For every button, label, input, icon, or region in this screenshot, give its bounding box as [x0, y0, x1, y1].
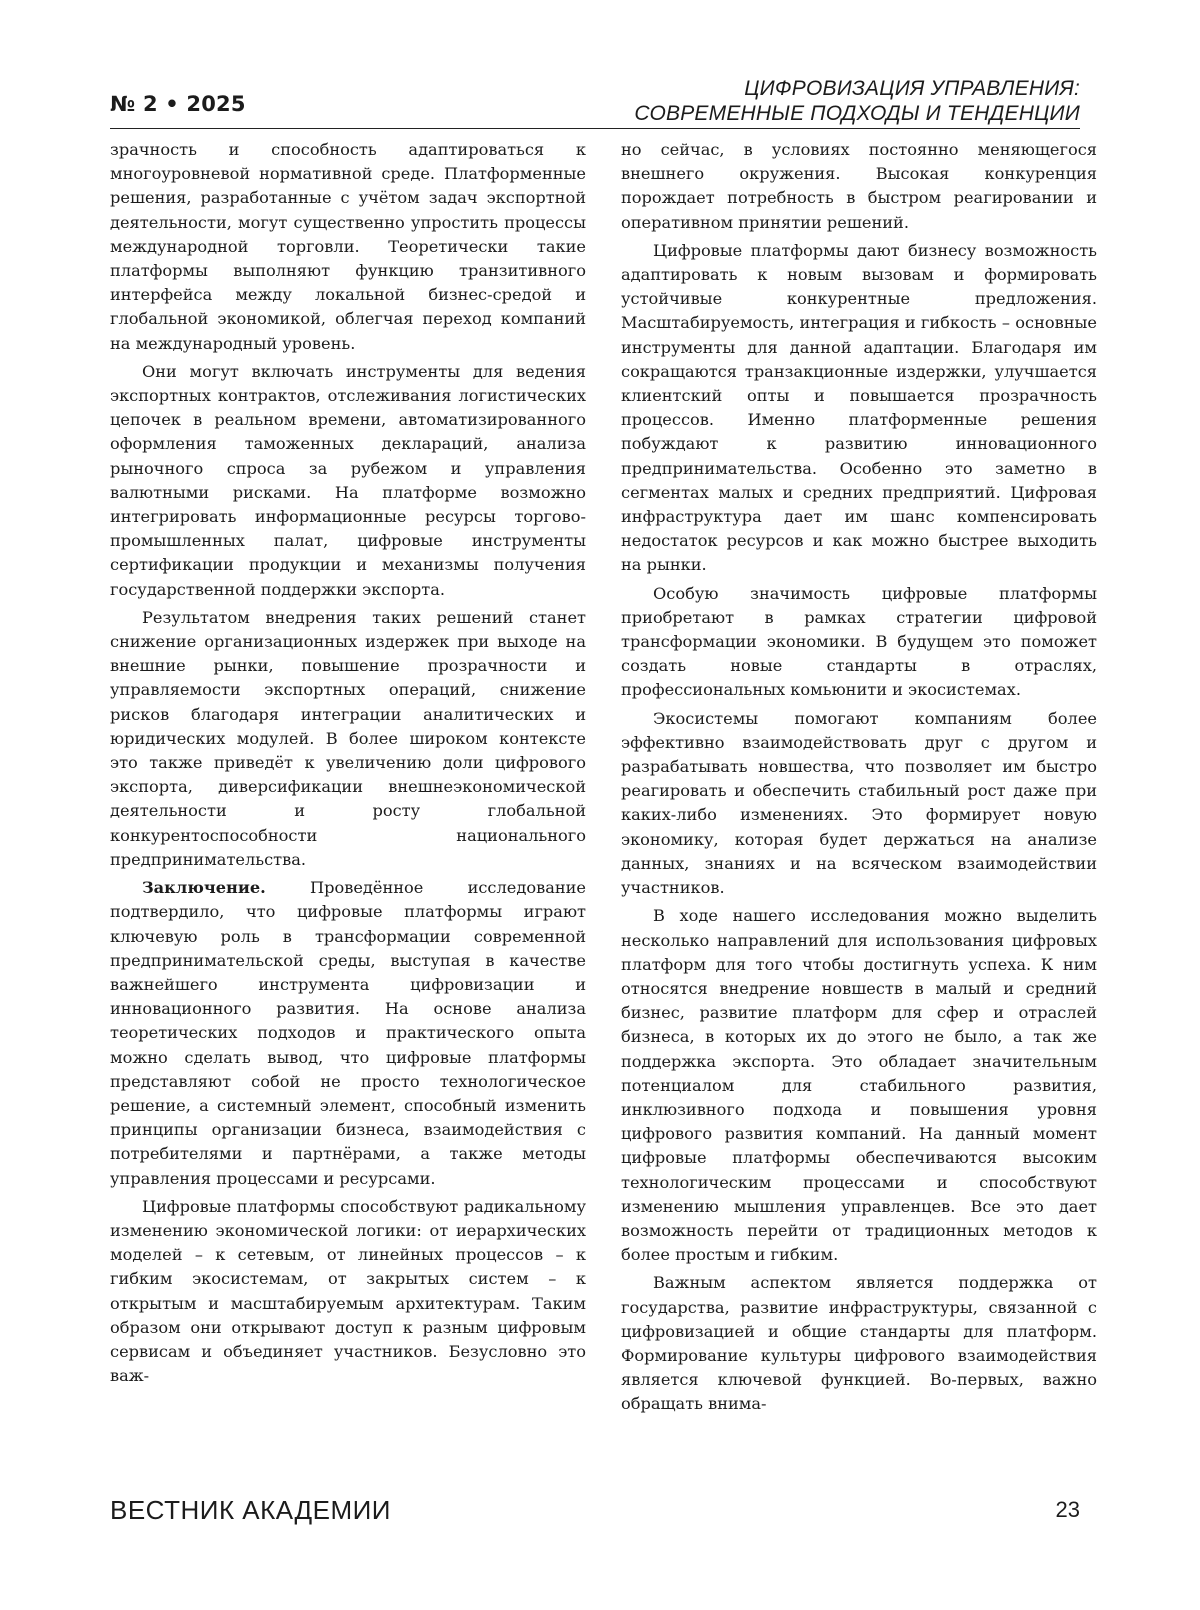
paragraph: но сейчас, в условиях постоянно меняющегося внешнего окружения. Высокая конкуренция порождает потребность в быстром реагировании и оперативном принятии решений. [621, 140, 1097, 232]
right-column [621, 138, 1097, 1483]
paragraph: Важным аспектом является поддержка от государства, развитие инфраструктуры, связанной с цифровизацией и общие стандарты для платформ. Формирование культуры цифрового взаимодействия является ключевой функцией. Во-первых, важно обращать внима- [621, 1273, 1097, 1414]
paragraph: Особую значимость цифровые платформы приобретают в рамках стратегии цифровой трансформации экономики. В будущем это поможет создать новые стандарты в отраслях, профессиональных комьюнити и экосистемах. [621, 583, 1097, 700]
header-divider [110, 128, 1080, 129]
conclusion-paragraph [110, 876, 586, 1191]
paragraph: Экосистемы помогают компаниям более эффективно взаимодействовать друг с другом и разрабатывать новшества, что позволяет им быстро реагировать и обеспечить стабильный рост даже при каких-либо изменениях. Это формирует новую экономику, которая будет держаться на анализе данных, знаниях и на всяческом взаимодействии участников. [621, 708, 1097, 898]
paragraph: Результатом внедрения таких решений станет снижение организационных издержек при выходе на внешние рынки, повышение прозрачности и управляемости экспортных операций, снижение рисков благодаря интеграции аналитических и юридических модулей. В более широком контексте это также приведёт к увеличению доли цифрового экспорта, диверсификации внешнеэкономической деятельности и росту глобальной конкурентоспособности национального предпринимательства. [110, 607, 586, 869]
section-title-line-1: ЦИФРОВИЗАЦИЯ УПРАВЛЕНИЯ: [744, 77, 1080, 100]
paragraph: зрачность и способность адаптироваться к многоуровневой нормативной среде. Платформенные решения, разработанные с учётом задач экспортной деятельности, могут существенно упростить процессы международной торговли. Теоретически такие платформы выполняют функцию транзитивного интерфейса между локальной бизнес-средой и глобальной экономикой, облегчая переход компаний на международный уровень. [110, 140, 586, 353]
paragraph: Они могут включать инструменты для ведения экспортных контрактов, отслеживания логистических цепочек в реальном времени, автоматизированного оформления таможенных деклараций, анализа рыночного спроса за рубежом и управления валютными рисками. На платформе возможно интегрировать информационные ресурсы торгово-промышленных палат, цифровые инструменты сертификации продукции и механизмы получения государственной поддержки экспорта. [110, 361, 586, 599]
running-section-title [634, 76, 1080, 126]
left-column [110, 138, 586, 1483]
section-title-line-2: СОВРЕМЕННЫЕ ПОДХОДЫ И ТЕНДЕНЦИИ [634, 102, 1080, 125]
journal-name: ВЕСТНИК АКАДЕМИИ [110, 1495, 391, 1525]
conclusion-heading: Заключение. [142, 878, 266, 898]
issue-number: № 2 • 2025 [110, 92, 246, 116]
conclusion-text: Проведённое исследование подтвердило, что цифровые платформы играют ключевую роль в трансформации современной предпринимательской среды, выступая в качестве важнейшего инструмента цифровизации и инновационного развития. На основе анализа теоретических подходов и практического опыта можно сделать вывод, что цифровые платформы представляют собой не просто технологическое решение, а системный элемент, способный изменить принципы организации бизнеса, взаимодействия с потребителями и партнёрами, а также методы управления процессами и ресурсами. [110, 878, 586, 1188]
paragraph: Цифровые платформы дают бизнесу возможность адаптировать к новым вызовам и формировать устойчивые конкурентные предложения. Масштабируемость, интеграция и гибкость – основные инструменты для данной адаптации. Благодаря им сокращаются транзакционные издержки, улучшается клиентский опты и повышается прозрачность процессов. Именно платформенные решения побуждают к развитию инновационного предпринимательства. Особенно это заметно в сегментах малых и средних предприятий. Цифровая инфраструктура дает им шанс компенсировать недостаток ресурсов и как можно быстрее выходить на рынки. [621, 240, 1097, 575]
page-number: 23 [1055, 1497, 1080, 1522]
paragraph: Цифровые платформы способствуют радикальному изменению экономической логики: от иерархических моделей – к сетевым, от линейных процессов – к гибким экосистемам, от закрытых систем – к открытым и масштабируемым архитектурам. Таким образом они открывают доступ к разным цифровым сервисам и объединяет участников. Безусловно это важ- [110, 1196, 586, 1386]
paragraph: В ходе нашего исследования можно выделить несколько направлений для использования цифровых платформ для того чтобы достигнуть успеха. К ним относятся внедрение новшеств в малый и средний бизнес, развитие платформ для сфер и отраслей бизнеса, в которых их до этого не было, а так же поддержка экспорта. Это обладает значительным потенциалом для стабильного развития, инклюзивного подхода и повышения уровня цифрового развития компаний. На данный момент цифровые платформы обеспечиваются высоким технологическим процессами и способствуют изменению мышления управленцев. Все это дает возможность перейти от традиционных методов к более простым и гибким. [621, 906, 1097, 1265]
